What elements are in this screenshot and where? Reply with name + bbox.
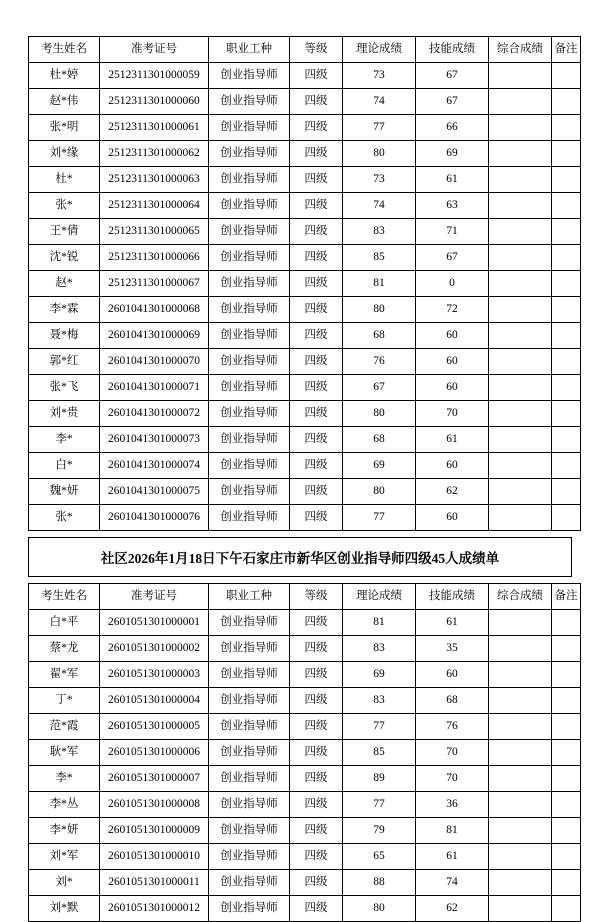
cell-name: 白*平	[29, 610, 100, 636]
table-row	[29, 844, 581, 870]
cell-level: 四级	[290, 740, 343, 766]
cell-total-score	[489, 349, 552, 375]
column-header-remark: 备注	[552, 584, 581, 610]
cell-admission-id: 2512311301000059	[100, 63, 209, 89]
table-row	[29, 610, 581, 636]
cell-level: 四级	[290, 89, 343, 115]
cell-occupation: 创业指导师	[209, 271, 290, 297]
cell-name: 杜*	[29, 167, 100, 193]
cell-total-score	[489, 167, 552, 193]
cell-admission-id: 2601051301000008	[100, 792, 209, 818]
cell-level: 四级	[290, 896, 343, 922]
table-header-row	[29, 37, 581, 63]
cell-skill-score: 61	[416, 427, 489, 453]
cell-skill-score: 70	[416, 766, 489, 792]
cell-total-score	[489, 375, 552, 401]
column-header-theory-score: 理论成绩	[343, 584, 416, 610]
table-row	[29, 740, 581, 766]
cell-admission-id: 2601051301000001	[100, 610, 209, 636]
cell-name: 郭*红	[29, 349, 100, 375]
table-row	[29, 141, 581, 167]
cell-skill-score: 67	[416, 63, 489, 89]
cell-level: 四级	[290, 505, 343, 531]
cell-theory-score: 65	[343, 844, 416, 870]
cell-name: 张*	[29, 505, 100, 531]
cell-remark	[552, 297, 581, 323]
cell-total-score	[489, 63, 552, 89]
cell-total-score	[489, 896, 552, 922]
cell-admission-id: 2601041301000074	[100, 453, 209, 479]
cell-theory-score: 80	[343, 297, 416, 323]
cell-occupation: 创业指导师	[209, 453, 290, 479]
cell-occupation: 创业指导师	[209, 375, 290, 401]
cell-admission-id: 2512311301000060	[100, 89, 209, 115]
cell-theory-score: 80	[343, 401, 416, 427]
cell-name: 刘*	[29, 870, 100, 896]
cell-occupation: 创业指导师	[209, 427, 290, 453]
cell-admission-id: 2601041301000075	[100, 479, 209, 505]
cell-theory-score: 80	[343, 896, 416, 922]
cell-total-score	[489, 714, 552, 740]
cell-remark	[552, 740, 581, 766]
table-header-row	[29, 584, 581, 610]
cell-remark	[552, 245, 581, 271]
cell-admission-id: 2601051301000010	[100, 844, 209, 870]
cell-level: 四级	[290, 323, 343, 349]
cell-theory-score: 69	[343, 453, 416, 479]
cell-level: 四级	[290, 636, 343, 662]
cell-admission-id: 2601041301000071	[100, 375, 209, 401]
section-title-table	[28, 537, 572, 577]
cell-theory-score: 73	[343, 63, 416, 89]
table-row	[29, 63, 581, 89]
cell-admission-id: 2601041301000070	[100, 349, 209, 375]
cell-occupation: 创业指导师	[209, 245, 290, 271]
cell-admission-id: 2512311301000062	[100, 141, 209, 167]
cell-skill-score: 62	[416, 479, 489, 505]
cell-admission-id: 2512311301000063	[100, 167, 209, 193]
cell-remark	[552, 219, 581, 245]
cell-admission-id: 2512311301000067	[100, 271, 209, 297]
cell-name: 蔡*龙	[29, 636, 100, 662]
cell-total-score	[489, 271, 552, 297]
cell-admission-id: 2512311301000066	[100, 245, 209, 271]
cell-occupation: 创业指导师	[209, 662, 290, 688]
cell-theory-score: 68	[343, 323, 416, 349]
column-header-skill-score: 技能成绩	[416, 37, 489, 63]
cell-theory-score: 83	[343, 688, 416, 714]
column-header-level: 等级	[290, 37, 343, 63]
cell-level: 四级	[290, 141, 343, 167]
cell-skill-score: 35	[416, 636, 489, 662]
cell-name: 张*明	[29, 115, 100, 141]
table-row	[29, 115, 581, 141]
cell-theory-score: 77	[343, 714, 416, 740]
cell-level: 四级	[290, 401, 343, 427]
cell-name: 魏*妍	[29, 479, 100, 505]
cell-total-score	[489, 792, 552, 818]
cell-occupation: 创业指导师	[209, 141, 290, 167]
cell-total-score	[489, 245, 552, 271]
cell-skill-score: 60	[416, 662, 489, 688]
column-header-occupation: 职业工种	[209, 37, 290, 63]
cell-name: 翟*军	[29, 662, 100, 688]
cell-theory-score: 69	[343, 662, 416, 688]
cell-level: 四级	[290, 297, 343, 323]
cell-skill-score: 61	[416, 844, 489, 870]
cell-level: 四级	[290, 453, 343, 479]
cell-skill-score: 74	[416, 870, 489, 896]
cell-total-score	[489, 870, 552, 896]
cell-total-score	[489, 115, 552, 141]
cell-occupation: 创业指导师	[209, 870, 290, 896]
section-title-row	[29, 538, 572, 577]
cell-occupation: 创业指导师	[209, 688, 290, 714]
table-body-top	[29, 63, 581, 531]
cell-level: 四级	[290, 193, 343, 219]
table-row	[29, 896, 581, 922]
table-row	[29, 688, 581, 714]
cell-remark	[552, 193, 581, 219]
cell-level: 四级	[290, 245, 343, 271]
table-row	[29, 323, 581, 349]
table-row	[29, 792, 581, 818]
table-row	[29, 427, 581, 453]
cell-total-score	[489, 610, 552, 636]
cell-skill-score: 70	[416, 401, 489, 427]
table-row	[29, 636, 581, 662]
table-row	[29, 167, 581, 193]
cell-admission-id: 2601051301000006	[100, 740, 209, 766]
cell-occupation: 创业指导师	[209, 89, 290, 115]
cell-occupation: 创业指导师	[209, 193, 290, 219]
cell-name: 刘*缘	[29, 141, 100, 167]
cell-name: 张*飞	[29, 375, 100, 401]
cell-theory-score: 89	[343, 766, 416, 792]
table-row	[29, 505, 581, 531]
cell-skill-score: 60	[416, 375, 489, 401]
cell-remark	[552, 662, 581, 688]
cell-total-score	[489, 427, 552, 453]
cell-remark	[552, 688, 581, 714]
cell-skill-score: 71	[416, 219, 489, 245]
cell-name: 李*	[29, 427, 100, 453]
cell-admission-id: 2512311301000065	[100, 219, 209, 245]
cell-theory-score: 85	[343, 740, 416, 766]
cell-skill-score: 67	[416, 245, 489, 271]
cell-occupation: 创业指导师	[209, 115, 290, 141]
cell-occupation: 创业指导师	[209, 896, 290, 922]
table-row	[29, 453, 581, 479]
cell-remark	[552, 141, 581, 167]
cell-theory-score: 77	[343, 115, 416, 141]
cell-level: 四级	[290, 219, 343, 245]
cell-theory-score: 80	[343, 479, 416, 505]
table-body-bottom	[29, 610, 581, 922]
cell-occupation: 创业指导师	[209, 818, 290, 844]
cell-skill-score: 61	[416, 610, 489, 636]
cell-total-score	[489, 766, 552, 792]
column-header-level: 等级	[290, 584, 343, 610]
cell-theory-score: 79	[343, 818, 416, 844]
cell-occupation: 创业指导师	[209, 792, 290, 818]
table-row	[29, 401, 581, 427]
cell-total-score	[489, 401, 552, 427]
cell-remark	[552, 453, 581, 479]
column-header-skill-score: 技能成绩	[416, 584, 489, 610]
cell-remark	[552, 375, 581, 401]
table-header-bottom	[29, 584, 581, 610]
cell-remark	[552, 63, 581, 89]
cell-total-score	[489, 688, 552, 714]
cell-skill-score: 70	[416, 740, 489, 766]
cell-occupation: 创业指导师	[209, 297, 290, 323]
table-row	[29, 271, 581, 297]
cell-total-score	[489, 141, 552, 167]
cell-total-score	[489, 505, 552, 531]
cell-remark	[552, 427, 581, 453]
cell-name: 聂*梅	[29, 323, 100, 349]
cell-theory-score: 77	[343, 505, 416, 531]
cell-name: 赵*	[29, 271, 100, 297]
cell-skill-score: 61	[416, 167, 489, 193]
column-header-name: 考生姓名	[29, 37, 100, 63]
cell-skill-score: 67	[416, 89, 489, 115]
cell-remark	[552, 766, 581, 792]
cell-skill-score: 0	[416, 271, 489, 297]
cell-name: 耿*军	[29, 740, 100, 766]
cell-total-score	[489, 844, 552, 870]
cell-occupation: 创业指导师	[209, 740, 290, 766]
cell-level: 四级	[290, 349, 343, 375]
cell-skill-score: 68	[416, 688, 489, 714]
cell-skill-score: 76	[416, 714, 489, 740]
cell-total-score	[489, 818, 552, 844]
table-row	[29, 219, 581, 245]
table-row	[29, 766, 581, 792]
cell-total-score	[489, 453, 552, 479]
cell-remark	[552, 792, 581, 818]
table-row	[29, 818, 581, 844]
cell-name: 李*	[29, 766, 100, 792]
results-table-bottom	[28, 583, 581, 922]
section-title: 社区2026年1月18日下午石家庄市新华区创业指导师四级45人成绩单	[29, 538, 572, 577]
cell-occupation: 创业指导师	[209, 479, 290, 505]
cell-occupation: 创业指导师	[209, 844, 290, 870]
cell-admission-id: 2601041301000072	[100, 401, 209, 427]
cell-remark	[552, 167, 581, 193]
column-header-total-score: 综合成绩	[489, 37, 552, 63]
cell-theory-score: 88	[343, 870, 416, 896]
cell-occupation: 创业指导师	[209, 349, 290, 375]
table-row	[29, 245, 581, 271]
cell-skill-score: 69	[416, 141, 489, 167]
cell-occupation: 创业指导师	[209, 766, 290, 792]
cell-remark	[552, 896, 581, 922]
cell-admission-id: 2601051301000007	[100, 766, 209, 792]
cell-theory-score: 81	[343, 271, 416, 297]
cell-total-score	[489, 89, 552, 115]
cell-total-score	[489, 479, 552, 505]
cell-theory-score: 81	[343, 610, 416, 636]
cell-theory-score: 80	[343, 141, 416, 167]
cell-name: 王*倩	[29, 219, 100, 245]
column-header-total-score: 综合成绩	[489, 584, 552, 610]
cell-occupation: 创业指导师	[209, 63, 290, 89]
cell-remark	[552, 714, 581, 740]
cell-occupation: 创业指导师	[209, 219, 290, 245]
cell-name: 刘*军	[29, 844, 100, 870]
cell-occupation: 创业指导师	[209, 323, 290, 349]
cell-level: 四级	[290, 63, 343, 89]
column-header-theory-score: 理论成绩	[343, 37, 416, 63]
cell-occupation: 创业指导师	[209, 505, 290, 531]
cell-total-score	[489, 662, 552, 688]
cell-name: 李*霖	[29, 297, 100, 323]
column-header-remark: 备注	[552, 37, 581, 63]
cell-occupation: 创业指导师	[209, 714, 290, 740]
cell-admission-id: 2601041301000068	[100, 297, 209, 323]
cell-theory-score: 85	[343, 245, 416, 271]
cell-skill-score: 60	[416, 323, 489, 349]
cell-skill-score: 81	[416, 818, 489, 844]
cell-theory-score: 74	[343, 193, 416, 219]
cell-name: 刘*默	[29, 896, 100, 922]
cell-level: 四级	[290, 792, 343, 818]
table-row	[29, 662, 581, 688]
cell-remark	[552, 870, 581, 896]
cell-remark	[552, 349, 581, 375]
cell-skill-score: 62	[416, 896, 489, 922]
cell-remark	[552, 636, 581, 662]
cell-level: 四级	[290, 167, 343, 193]
cell-total-score	[489, 323, 552, 349]
cell-admission-id: 2601051301000004	[100, 688, 209, 714]
results-table-top	[28, 36, 581, 531]
table-row	[29, 297, 581, 323]
cell-skill-score: 60	[416, 349, 489, 375]
cell-theory-score: 73	[343, 167, 416, 193]
cell-total-score	[489, 297, 552, 323]
column-header-occupation: 职业工种	[209, 584, 290, 610]
cell-name: 范*霞	[29, 714, 100, 740]
cell-total-score	[489, 636, 552, 662]
cell-remark	[552, 818, 581, 844]
cell-admission-id: 2601051301000003	[100, 662, 209, 688]
table-row	[29, 375, 581, 401]
cell-skill-score: 72	[416, 297, 489, 323]
cell-name: 李*丛	[29, 792, 100, 818]
cell-level: 四级	[290, 375, 343, 401]
cell-name: 刘*贵	[29, 401, 100, 427]
cell-skill-score: 63	[416, 193, 489, 219]
cell-name: 张*	[29, 193, 100, 219]
cell-remark	[552, 844, 581, 870]
cell-skill-score: 60	[416, 505, 489, 531]
cell-level: 四级	[290, 479, 343, 505]
table-row	[29, 714, 581, 740]
cell-level: 四级	[290, 766, 343, 792]
cell-total-score	[489, 219, 552, 245]
column-header-admission-id: 准考证号	[100, 37, 209, 63]
cell-level: 四级	[290, 427, 343, 453]
cell-admission-id: 2601051301000002	[100, 636, 209, 662]
cell-level: 四级	[290, 818, 343, 844]
cell-occupation: 创业指导师	[209, 636, 290, 662]
cell-name: 白*	[29, 453, 100, 479]
cell-level: 四级	[290, 688, 343, 714]
table-header-top	[29, 37, 581, 63]
cell-admission-id: 2512311301000064	[100, 193, 209, 219]
cell-occupation: 创业指导师	[209, 401, 290, 427]
cell-remark	[552, 115, 581, 141]
cell-admission-id: 2601051301000009	[100, 818, 209, 844]
cell-theory-score: 68	[343, 427, 416, 453]
cell-name: 李*妍	[29, 818, 100, 844]
cell-level: 四级	[290, 610, 343, 636]
table-row	[29, 89, 581, 115]
table-row	[29, 870, 581, 896]
cell-name: 赵*伟	[29, 89, 100, 115]
cell-name: 丁*	[29, 688, 100, 714]
cell-admission-id: 2512311301000061	[100, 115, 209, 141]
cell-skill-score: 36	[416, 792, 489, 818]
cell-theory-score: 83	[343, 219, 416, 245]
cell-theory-score: 76	[343, 349, 416, 375]
column-header-admission-id: 准考证号	[100, 584, 209, 610]
cell-remark	[552, 479, 581, 505]
table-row	[29, 479, 581, 505]
cell-admission-id: 2601051301000005	[100, 714, 209, 740]
cell-level: 四级	[290, 662, 343, 688]
cell-remark	[552, 271, 581, 297]
cell-name: 杜*婷	[29, 63, 100, 89]
cell-admission-id: 2601041301000076	[100, 505, 209, 531]
cell-remark	[552, 89, 581, 115]
cell-theory-score: 74	[343, 89, 416, 115]
cell-level: 四级	[290, 844, 343, 870]
cell-level: 四级	[290, 870, 343, 896]
cell-level: 四级	[290, 271, 343, 297]
cell-remark	[552, 323, 581, 349]
table-row	[29, 349, 581, 375]
cell-remark	[552, 610, 581, 636]
cell-skill-score: 60	[416, 453, 489, 479]
cell-skill-score: 66	[416, 115, 489, 141]
cell-remark	[552, 505, 581, 531]
cell-name: 沈*锐	[29, 245, 100, 271]
cell-theory-score: 77	[343, 792, 416, 818]
cell-total-score	[489, 193, 552, 219]
column-header-name: 考生姓名	[29, 584, 100, 610]
cell-level: 四级	[290, 714, 343, 740]
cell-admission-id: 2601051301000012	[100, 896, 209, 922]
cell-theory-score: 67	[343, 375, 416, 401]
cell-total-score	[489, 740, 552, 766]
cell-remark	[552, 401, 581, 427]
cell-level: 四级	[290, 115, 343, 141]
table-row	[29, 193, 581, 219]
cell-admission-id: 2601051301000011	[100, 870, 209, 896]
cell-occupation: 创业指导师	[209, 167, 290, 193]
cell-occupation: 创业指导师	[209, 610, 290, 636]
cell-admission-id: 2601041301000073	[100, 427, 209, 453]
cell-admission-id: 2601041301000069	[100, 323, 209, 349]
cell-theory-score: 83	[343, 636, 416, 662]
